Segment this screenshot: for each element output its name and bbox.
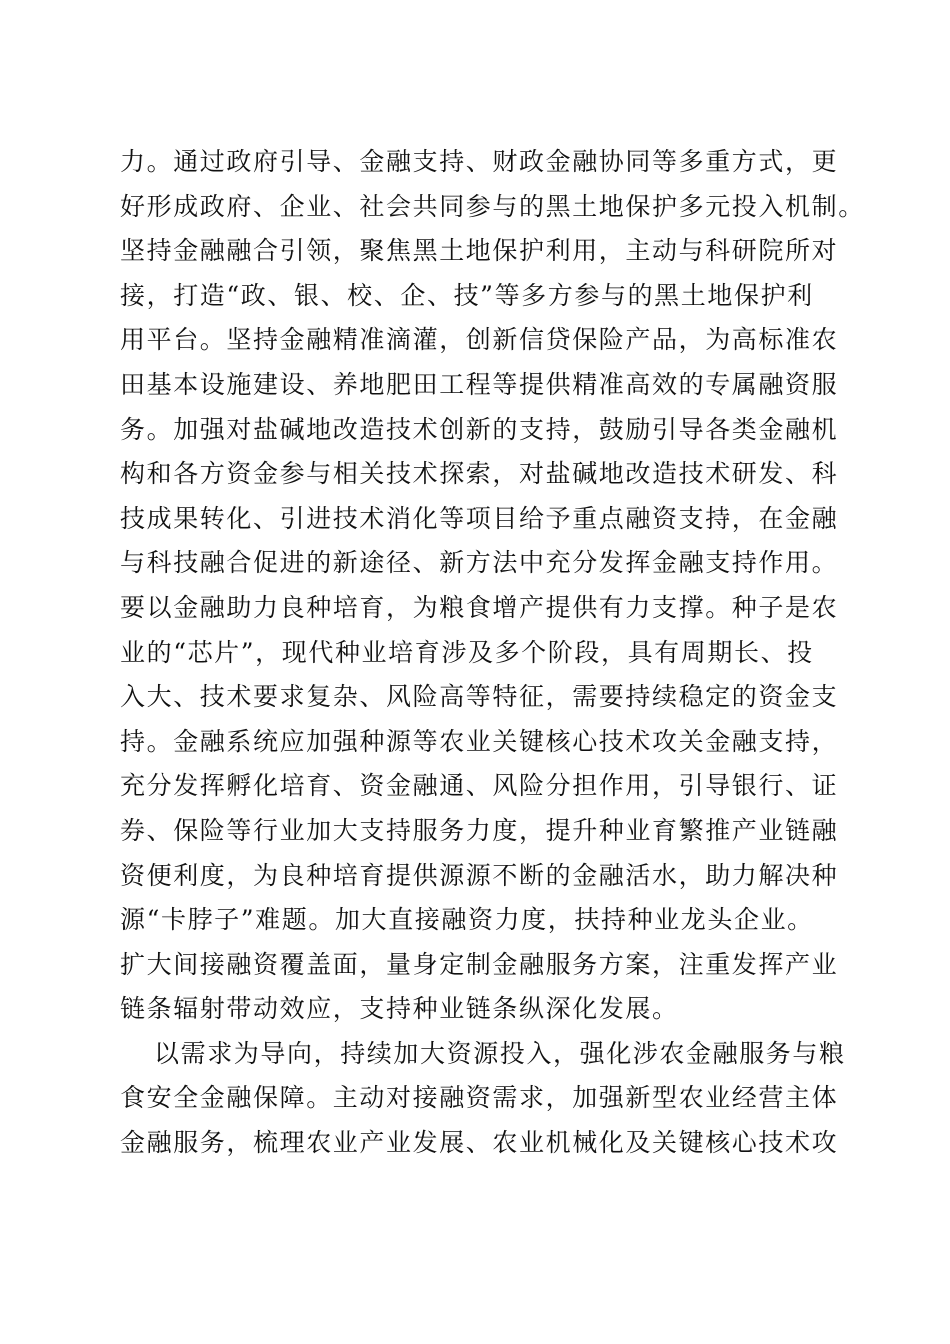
text-line: 接，打造“政、银、校、企、技”等多方参与的黑土地保护利: [120, 280, 814, 310]
text-line: 坚持金融融合引领，聚焦黑土地保护利用，主动与科研院所对: [120, 236, 839, 266]
text-line: 以需求为导向，持续加大资源投入，强化涉农金融服务与粮: [154, 1038, 846, 1068]
text-line: 业的“芯片”，现代种业培育涉及多个阶段，具有周期长、投: [120, 637, 814, 667]
text-line: 技成果转化、引进技术消化等项目给予重点融资支持，在金融: [120, 503, 839, 533]
text-line: 用平台。坚持金融精准滴灌，创新信贷保险产品，为高标准农: [120, 325, 839, 355]
text-line: 田基本设施建设、养地肥田工程等提供精准高效的专属融资服: [120, 369, 839, 399]
text-line: 持。金融系统应加强种源等农业关键核心技术攻关金融支持，: [120, 726, 839, 756]
text-line: 务。加强对盐碱地改造技术创新的支持，鼓励引导各类金融机: [120, 414, 839, 444]
document-body: [120, 140, 865, 1166]
text-line: 充分发挥孵化培育、资金融通、风险分担作用，引导银行、证: [120, 771, 839, 801]
text-line: 扩大间接融资覆盖面，量身定制金融服务方案，注重发挥产业: [120, 949, 839, 979]
text-line: 资便利度，为良种培育提供源源不断的金融活水，助力解决种: [120, 860, 839, 890]
text-line: 链条辐射带动效应，支持种业链条纵深化发展。: [120, 994, 679, 1024]
text-line: 好形成政府、企业、社会共同参与的黑土地保护多元投入机制。: [120, 191, 865, 221]
paragraph-1: [120, 140, 865, 1032]
text-line: 要以金融助力良种培育，为粮食增产提供有力支撑。种子是农: [120, 592, 839, 622]
text-line: 金融服务，梳理农业产业发展、农业机械化及关键核心技术攻: [120, 1128, 839, 1158]
text-line: 源“卡脖子”难题。加大直接融资力度，扶持种业龙头企业。: [120, 905, 814, 935]
text-line: 入大、技术要求复杂、风险高等特征，需要持续稳定的资金支: [120, 682, 839, 712]
text-line: 力。通过政府引导、金融支持、财政金融协同等多重方式，更: [120, 147, 839, 176]
text-line: 与科技融合促进的新途径、新方法中充分发挥金融支持作用。: [120, 548, 839, 578]
text-line: 券、保险等行业加大支持服务力度，提升种业育繁推产业链融: [120, 815, 839, 845]
text-line: 食安全金融保障。主动对接融资需求，加强新型农业经营主体: [120, 1083, 839, 1113]
paragraph-2: [120, 1032, 846, 1166]
text-line: 构和各方资金参与相关技术探索，对盐碱地改造技术研发、科: [120, 459, 839, 489]
